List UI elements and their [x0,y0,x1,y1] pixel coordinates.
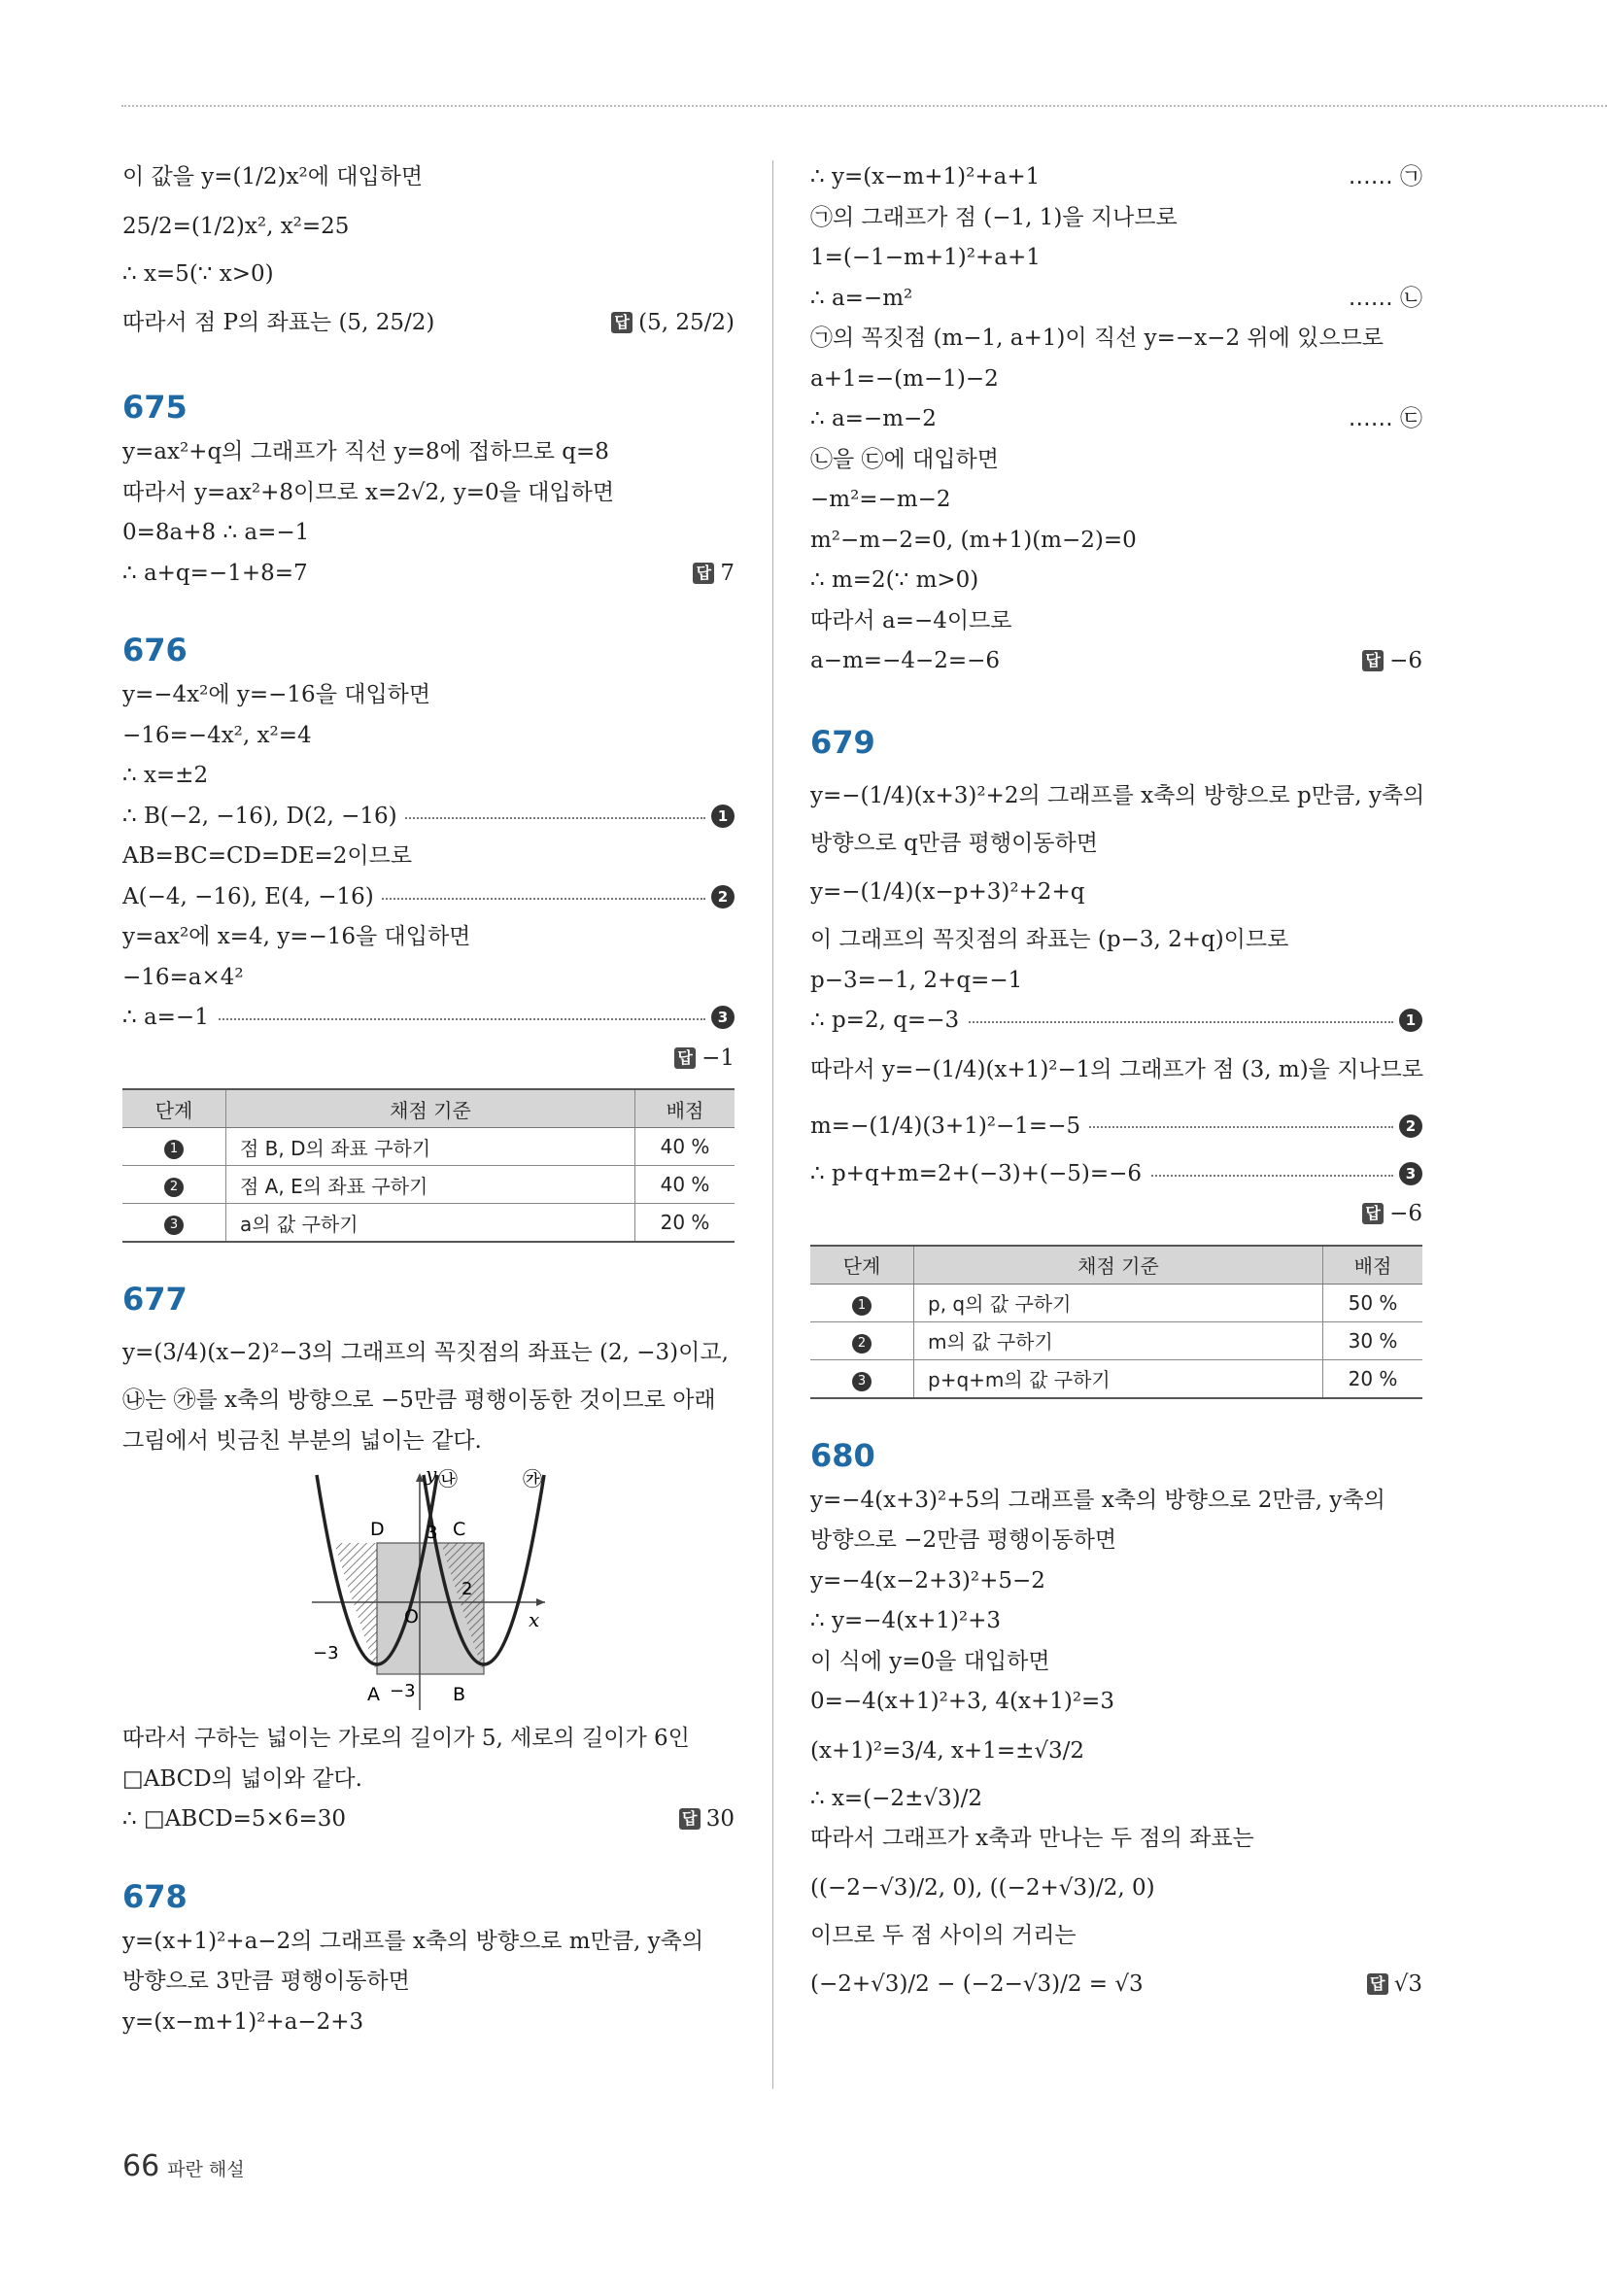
solution-text: a+1=−(m−1)−2 [810,365,999,392]
solution-text: A(−4, −16), E(4, −16) [122,884,382,909]
problem-number: 679 [810,723,875,761]
solution-text: 따라서 a=−4이므로 [810,607,1012,634]
problem-number: 676 [122,632,188,668]
solution-line: y=−4(x+3)²+5의 그래프를 x축의 방향으로 2만큼, y축의 [810,1487,1385,1513]
step-marker: 3 [711,1006,735,1029]
table-cell: 점 A, E의 좌표 구하기 [226,1166,635,1204]
solution-text: ㉠의 꼭짓점 (m−1, a+1)이 직선 y=−x−2 위에 있으므로 [810,326,1385,351]
equation-mark: …… ㉢ [1348,406,1422,431]
solution-line: y=−(1/4)(x−p+3)²+2+q [810,879,1085,905]
solution-line [810,399,1422,440]
origin-label: O [404,1606,419,1628]
solution-line: −16=a×4² [122,964,244,990]
table-header: 단계 [122,1089,226,1128]
table-cell: 20 % [635,1204,735,1243]
solution-line [810,1956,1422,2012]
solution-text: ㉡을 ㉢에 대입하면 [810,446,999,472]
step-marker: 2 [1399,1114,1422,1138]
problem-number: 678 [122,1877,188,1915]
left-column [122,157,735,2042]
solution-text: (−2+√3)/2 − (−2−√3)/2 = √3 [810,1971,1144,1997]
solution-line: 이 식에 y=0을 대입하면 [810,1648,1050,1674]
step-marker: 2 [711,885,735,908]
solution-line: −16=−4x², x²=4 [122,722,312,748]
solution-line: 방향으로 3만큼 평행이동하면 [122,1969,410,1994]
solution-step-line [810,1154,1422,1195]
solution-text: ∴ p+q+m=2+(−3)+(−5)=−6 [810,1161,1149,1186]
right-column [810,157,1425,2012]
step-badge: 3 [852,1372,872,1391]
tick-label: 3 [427,1523,438,1543]
solution-line: ∴ x=±2 [122,763,209,788]
x-axis-arrow [536,1598,545,1606]
table-cell: 20 % [1323,1359,1423,1398]
answer [1362,1194,1422,1235]
solution-line [810,440,1422,481]
x-axis-label: x [529,1608,540,1631]
problem-number: 677 [122,1281,188,1318]
table-header: 배점 [1323,1246,1423,1285]
step-marker: 3 [1399,1162,1422,1185]
solution-line [810,480,1422,521]
graph-label: ㉯ [438,1467,458,1491]
table-row [810,1321,1422,1359]
solution-line: y=(x+1)²+a−2의 그래프를 x축의 방향으로 m만큼, y축의 [122,1928,704,1954]
point-d-label: D [370,1519,385,1540]
answer [611,294,735,351]
scoring-table [122,1088,735,1243]
solution-step-line [810,1001,1422,1042]
solution-text: ∴ a+q=−1+8=7 [122,560,308,586]
tick-label: −3 [313,1643,339,1663]
parabola-graph [122,1465,735,1713]
equation-mark: …… ㉠ [1348,164,1422,189]
answer-value: −6 [1389,1201,1422,1226]
solution-line: 따라서 y=ax²+8이므로 x=2√2, y=0을 대입하면 [122,479,615,505]
table-header: 배점 [635,1089,735,1128]
solution-text: ∴ a=−1 [122,1005,217,1030]
problem-number: 675 [122,389,188,426]
solution-line: 25/2=(1/2)x², x²=25 [122,213,350,239]
point-b-label: B [453,1684,466,1705]
solution-line [810,319,1422,360]
solution-text: ∴ B(−2, −16), D(2, −16) [122,804,405,829]
solution-line: y=(3/4)(x−2)²−3의 그래프의 꼭짓점의 좌표는 (2, −3)이고, [122,1340,729,1365]
graph-label: ㉮ [523,1467,542,1491]
solution-text: ∴ a=−m² [810,285,913,311]
answer-badge: 답 [1362,650,1384,671]
step-badge: 1 [852,1296,872,1316]
solution-line [810,279,1422,320]
solution-line [810,521,1422,562]
solution-line: ∴ x=5(∵ x>0) [122,260,274,287]
step-badge: 3 [164,1216,184,1235]
solution-line: y=ax²+q의 그래프가 직선 y=8에 접하므로 q=8 [122,439,609,464]
page-number: 66 [122,2149,160,2183]
solution-text: a−m=−4−2=−6 [810,648,1001,673]
solution-line [810,601,1422,642]
solution-line: □ABCD의 넓이와 같다. [122,1765,362,1792]
solution-line [810,561,1422,601]
table-header: 채점 기준 [226,1089,635,1128]
solution-text: −m²=−m−2 [810,487,951,512]
solution-line: ∴ y=−4(x+1)²+3 [810,1608,1002,1633]
answer-value: √3 [1393,1971,1422,1997]
parabola-figure [122,1465,735,1713]
problem-number: 680 [810,1436,875,1474]
solution-line: ㉯는 ㉮를 x축의 방향으로 −5만큼 평행이동한 것이므로 아래 [122,1388,716,1413]
solution-line: y=−4x²에 y=−16을 대입하면 [122,682,431,707]
table-row [810,1359,1422,1398]
solution-line: 이 값을 y=(1/2)x²에 대입하면 [122,164,424,189]
answer-badge: 답 [679,1808,701,1830]
answer [693,554,735,595]
table-cell: 50 % [1323,1284,1423,1321]
solution-line [122,1799,735,1840]
hatched-region-left [334,1543,377,1674]
solution-text: m=−(1/4)(3+1)²−1=−5 [810,1114,1088,1139]
top-dotted-rule [121,105,1607,107]
solution-line: 따라서 그래프가 x축과 만나는 두 점의 좌표는 [810,1826,1254,1851]
solution-line: (x+1)²=3/4, x+1=±√3/2 [810,1737,1085,1764]
solution-step-line [122,998,735,1039]
solution-line [122,294,735,351]
solution-line: 0=−4(x+1)²+3, 4(x+1)²=3 [810,1689,1114,1714]
table-row [810,1284,1422,1321]
solution-line: 이므로 두 점 사이의 거리는 [810,1922,1077,1948]
step-marker: 1 [1399,1009,1422,1032]
solution-text: ∴ p=2, q=−3 [810,1008,967,1033]
tick-label: 2 [462,1579,473,1599]
solution-text: m²−m−2=0, (m+1)(m−2)=0 [810,527,1137,553]
answer-badge: 답 [1367,1973,1388,1995]
tick-label: −3 [390,1681,416,1701]
answer-value: 7 [720,560,735,586]
solution-text: ∴ a=−m−2 [810,406,937,431]
answer [679,1799,735,1840]
step-badge: 2 [852,1334,872,1354]
solution-line: y=(x−m+1)²+a−2+3 [122,2008,364,2035]
table-cell: 30 % [1323,1321,1423,1359]
answer-badge: 답 [611,312,633,333]
solution-line: 그림에서 빗금친 부분의 넓이는 같다. [122,1427,482,1454]
solution-step-line [122,877,735,918]
solution-line [810,1194,1422,1235]
solution-text: ∴ □ABCD=5×6=30 [122,1806,346,1832]
table-header: 채점 기준 [914,1246,1323,1285]
table-cell: p+q+m의 값 구하기 [914,1359,1323,1398]
column-divider [772,160,773,2089]
answer-badge: 답 [1362,1203,1384,1224]
table-cell: 40 % [635,1128,735,1166]
solution-line: AB=BC=CD=DE=2이므로 [122,843,413,869]
solution-text: 1=(−1−m+1)²+a+1 [810,245,1041,270]
solution-line [122,1039,735,1079]
point-c-label: C [453,1519,466,1540]
table-header: 단계 [810,1246,914,1285]
table-cell: p, q의 값 구하기 [914,1284,1323,1321]
answer [1362,641,1422,682]
solution-line: 따라서 y=−(1/4)(x+1)²−1의 그래프가 점 (3, m)을 지나므로 [810,1056,1424,1082]
answer-value: (5, 25/2) [638,310,735,335]
answer [1367,1956,1422,2012]
step-marker: 1 [711,805,735,828]
solution-text: 따라서 점 P의 좌표는 (5, 25/2) [122,310,435,335]
table-cell: a의 값 구하기 [226,1204,635,1243]
solution-line: 0=8a+8 ∴ a=−1 [122,520,310,545]
solution-text: ∴ y=(x−m+1)²+a+1 [810,164,1041,189]
solution-line: 이 그래프의 꼭짓점의 좌표는 (p−3, 2+q)이므로 [810,927,1289,952]
equation-mark: …… ㉡ [1348,285,1422,311]
table-cell: m의 값 구하기 [914,1321,1323,1359]
solution-line [810,198,1422,239]
answer-badge: 답 [674,1047,696,1069]
solution-line: y=−(1/4)(x+3)²+2의 그래프를 x축의 방향으로 p만큼, y축의 [810,782,1425,808]
table-row [122,1204,735,1243]
step-badge: 1 [164,1140,184,1159]
solution-line: 방향으로 −2만큼 평행이동하면 [810,1527,1117,1553]
solution-line: p−3=−1, 2+q=−1 [810,967,1023,993]
solution-line: y=−4(x−2+3)²+5−2 [810,1567,1045,1593]
answer [674,1039,735,1079]
answer-value: −1 [701,1045,735,1071]
solution-line [810,360,1422,400]
solution-line: ((−2−√3)/2, 0), ((−2+√3)/2, 0) [810,1874,1155,1901]
scoring-table [810,1245,1422,1399]
solution-text: ∴ m=2(∵ m>0) [810,567,979,593]
y-axis-label: y [426,1465,437,1486]
book-section-title: 파란 해설 [167,2159,245,2180]
solution-line [810,641,1422,682]
step-badge: 2 [164,1178,184,1197]
solution-line: y=ax²에 x=4, y=−16을 대입하면 [122,924,471,949]
solution-line: 방향으로 q만큼 평행이동하면 [810,830,1098,856]
solution-line [122,554,735,595]
solution-text: ㉠의 그래프가 점 (−1, 1)을 지나므로 [810,204,1178,230]
solution-step-line [122,797,735,838]
table-row [122,1166,735,1204]
point-a-label: A [367,1684,380,1705]
solution-line: ∴ x=(−2±√3)/2 [810,1785,982,1811]
solution-step-line [810,1098,1422,1154]
answer-value: 30 [705,1806,735,1832]
answer-badge: 답 [693,563,714,584]
answer-value: −6 [1389,648,1422,673]
table-cell: 40 % [635,1166,735,1204]
solution-line: 따라서 구하는 넓이는 가로의 길이가 5, 세로의 길이가 6인 [122,1726,690,1751]
table-row [122,1128,735,1166]
table-cell: 점 B, D의 좌표 구하기 [226,1128,635,1166]
page-footer [122,2149,245,2183]
solution-line [810,157,1422,198]
solution-line [810,238,1422,279]
